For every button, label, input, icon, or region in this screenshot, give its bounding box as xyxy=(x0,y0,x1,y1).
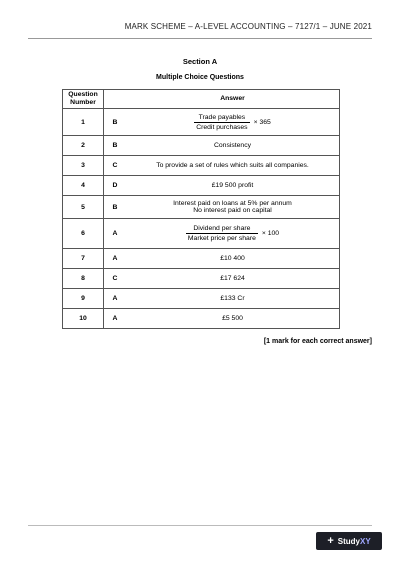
answer-letter: A xyxy=(104,309,127,329)
answer-line-1: Interest paid on loans at 5% per annum xyxy=(173,200,292,207)
answer-text: Consistency xyxy=(126,136,340,156)
fraction-multiplier: × 365 xyxy=(253,118,271,126)
answer-text: £19 500 profit xyxy=(126,176,340,196)
table-row xyxy=(63,196,340,219)
answer-letter: D xyxy=(104,176,127,196)
answer-formula xyxy=(126,219,340,249)
table-row xyxy=(63,109,340,136)
answer-letter: C xyxy=(104,156,127,176)
answer-header: Answer xyxy=(126,90,340,109)
answer-letter: B xyxy=(104,196,127,219)
fraction-numerator: Dividend per share xyxy=(186,225,258,234)
answer-formula xyxy=(126,109,340,136)
answer-letter: A xyxy=(104,289,127,309)
table-row xyxy=(63,176,340,196)
question-number: 6 xyxy=(63,219,104,249)
answer-text: £5 500 xyxy=(126,309,340,329)
footer-divider xyxy=(28,525,372,526)
answer-letter: C xyxy=(104,269,127,289)
question-number: 8 xyxy=(63,269,104,289)
answer-letter: B xyxy=(104,109,127,136)
logo-brand: Study xyxy=(337,536,360,546)
answer-letter: A xyxy=(104,249,127,269)
fraction-multiplier: × 100 xyxy=(261,230,280,237)
answer-text: To provide a set of rules which suits all companies. xyxy=(126,156,340,176)
fraction-numerator: Trade payables xyxy=(194,114,249,123)
question-number: 4 xyxy=(63,176,104,196)
table-row xyxy=(63,156,340,176)
answer-table xyxy=(62,89,340,329)
answer-text: £17 624 xyxy=(126,269,340,289)
question-number: 2 xyxy=(63,136,104,156)
header-divider xyxy=(28,38,372,39)
table-header-row xyxy=(63,90,340,109)
table-row xyxy=(63,269,340,289)
mark-allocation-note: [1 mark for each correct answer] xyxy=(263,338,372,345)
table-row xyxy=(63,309,340,329)
section-subtitle: Multiple Choice Questions xyxy=(156,74,244,81)
fraction-denominator: Credit purchases xyxy=(196,123,248,131)
question-number: 3 xyxy=(63,156,104,176)
logo-brand-suffix: XY xyxy=(360,536,371,546)
page-header: MARK SCHEME – A-LEVEL ACCOUNTING – 7127/1 – JUNE 2021 xyxy=(124,22,372,31)
fraction-denominator: Market price per share xyxy=(187,235,256,242)
section-title: Section A xyxy=(182,57,218,66)
question-number: 1 xyxy=(63,109,104,136)
question-number: 5 xyxy=(63,196,104,219)
answer-text: £10 400 xyxy=(126,249,340,269)
question-number: 7 xyxy=(63,249,104,269)
answer-line-2: No interest paid on capital xyxy=(193,207,272,214)
question-number: 10 xyxy=(63,309,104,329)
letter-header xyxy=(104,90,127,109)
question-number-header: Question Number xyxy=(63,90,104,109)
answer-text: £133 Cr xyxy=(126,289,340,309)
table-row xyxy=(63,289,340,309)
plus-icon: + xyxy=(327,535,334,547)
table-row xyxy=(63,249,340,269)
answer-letter: B xyxy=(104,136,127,156)
table-row xyxy=(63,219,340,249)
answer-letter: A xyxy=(104,219,127,249)
table-row xyxy=(63,136,340,156)
studyxy-logo xyxy=(316,532,382,550)
answer-text xyxy=(126,196,340,219)
question-number: 9 xyxy=(63,289,104,309)
